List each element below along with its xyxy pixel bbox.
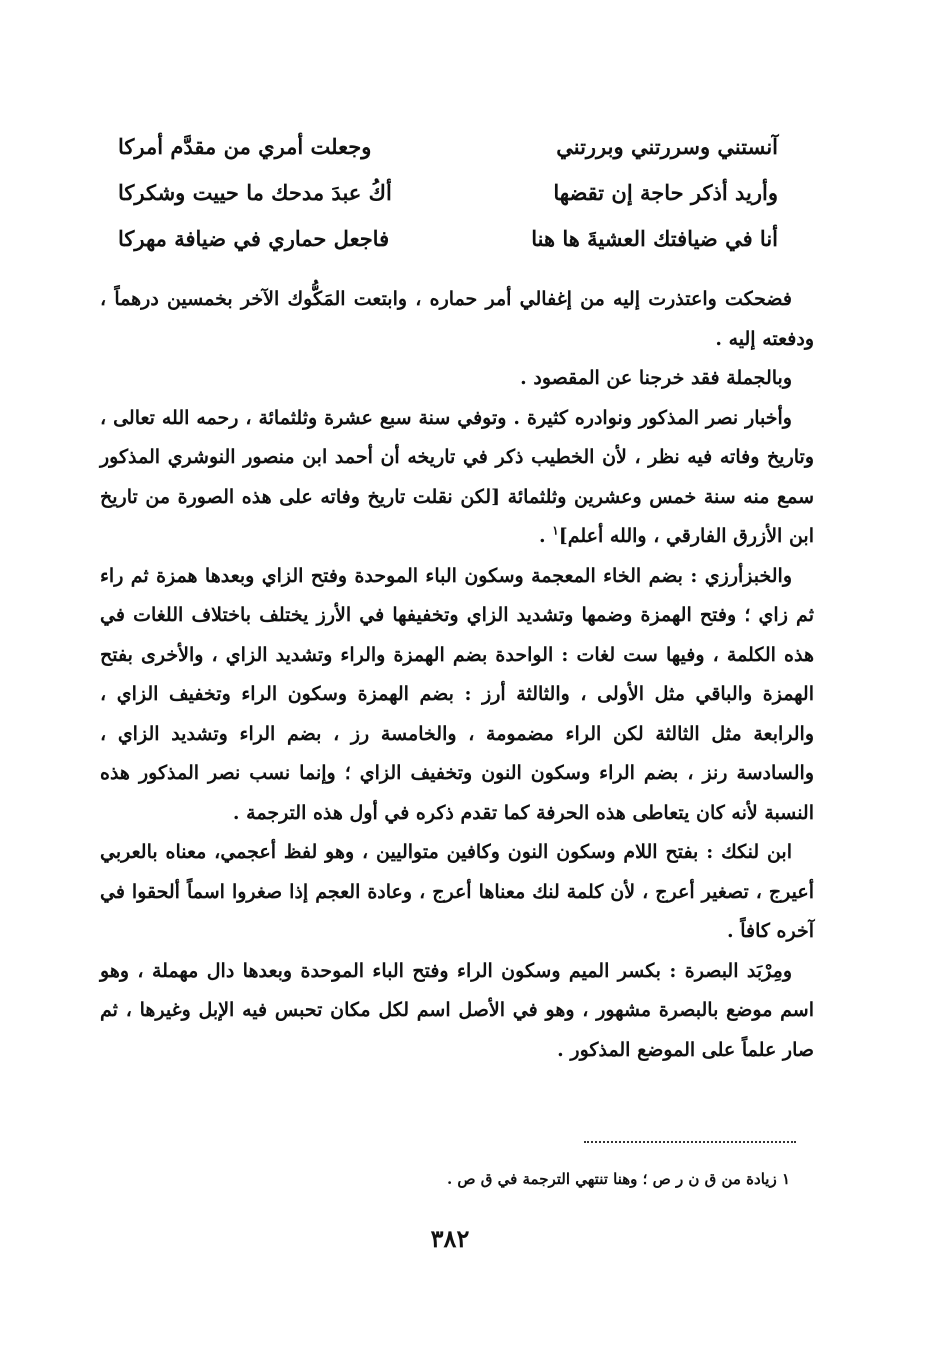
- verse-second-hemistich: وجعلت أمري من مقدَّم أمركا: [118, 134, 372, 159]
- page-number: ٣٨٢: [430, 1224, 470, 1253]
- footnote-marker: ١: [552, 523, 559, 538]
- paragraph: ومِرْبَد البصرة : بكسر الميم وسكون الراء وفتح الباء الموحدة وبعدها دال مهملة ، وهو اسم موضع بالبصرة مشهور ، وهو في الأصل اسم لكل مكان تحبس فيه الإبل وغيرها ، ثم صار علماً على الموضع المذكور .: [100, 959, 814, 1061]
- paragraph: [100, 399, 814, 557]
- verse-first-hemistich: آنستني وسررتني وبررتني: [556, 134, 778, 159]
- verse-first-hemistich: وأريد أذكر حاجة إن تقضها: [553, 180, 778, 205]
- verse: [118, 216, 778, 262]
- paragraph: ابن لنكك : بفتح اللام وسكون النون وكافين متواليين ، وهو لفظ أعجمي، معناه بالعربي أعيرج ، تصغير أعرج ، لأن كلمة لنك معناها أعرج ، وعادة العجم إذا صغروا اسماً ألحقوا في آخره كافاً .: [100, 841, 814, 942]
- paragraph: وبالجملة فقد خرجنا عن المقصود .: [520, 367, 792, 389]
- paragraph: فضحكت واعتذرت إليه من إغفالي أمر حماره ، وابتعت المَكُّوك الآخر بخمسين درهماً ، ودفعته إليه .: [100, 288, 814, 350]
- footnote: ١ زيادة من ق ن ر ص ؛ وهنا تنتهي الترجمة في ق ص .: [446, 1170, 790, 1188]
- verse-second-hemistich: فاجعل حماري في ضيافة مهركا: [118, 226, 390, 251]
- verse: [118, 170, 778, 216]
- body-text: [100, 280, 814, 1070]
- verse-first-hemistich: أنا في ضيافتك العشيةَ ها هنا: [531, 226, 778, 251]
- poem: [118, 124, 778, 262]
- verse-second-hemistich: أكُ عبدَ مدحك ما حييت وشكركا: [118, 180, 392, 205]
- paragraph: والخبزأرزي : بضم الخاء المعجمة وسكون الباء الموحدة وفتح الزاي وبعدها همزة ثم راء ثم زاي ؛ وفتح الهمزة وضمها وتشديد الزاي وتخفيفها في الأرز يختلف باختلاف اللغات في هذه الكلمة ، وفيها ست لغات : الواحدة بضم الهمزة والراء وتشديد الزاي ، والأخرى بفتح الهمزة والباقي مثل الأولى ، والثالثة أرز : بضم الهمزة وسكون الراء وتخفيف الزاي ، والرابعة مثل الثالثة لكن الراء مضمومة ، والخامسة رز ، بضم الراء وتشديد الزاي ، والسادسة رنز ، بضم الراء وسكون النون وتخفيف الزاي ؛ وإنما نسب نصر المذكور هذه النسبة لأنه كان يتعاطى هذه الحرفة كما تقدم ذكره في أول هذه الترجمة .: [100, 564, 814, 824]
- footnote-separator: [584, 1141, 796, 1143]
- paragraph-text: وأخبار نصر المذكور ونوادره كثيرة . وتوفي سنة سبع عشرة وثلثمائة ، رحمه الله تعالى ، وتاريخ وفاته فيه نظر ، لأن الخطيب ذكر في تاريخه أن أحمد ابن منصور النوشري المذكور سمع منه سنة خمس وعشرين وثلثمائة [لكن نقلت تاريخ وفاته على هذه الصورة من تاريخ ابن الأزرق الفارقي ، والله أعلم]: [100, 406, 814, 547]
- paragraph-end: .: [539, 525, 553, 547]
- verse: [118, 124, 778, 170]
